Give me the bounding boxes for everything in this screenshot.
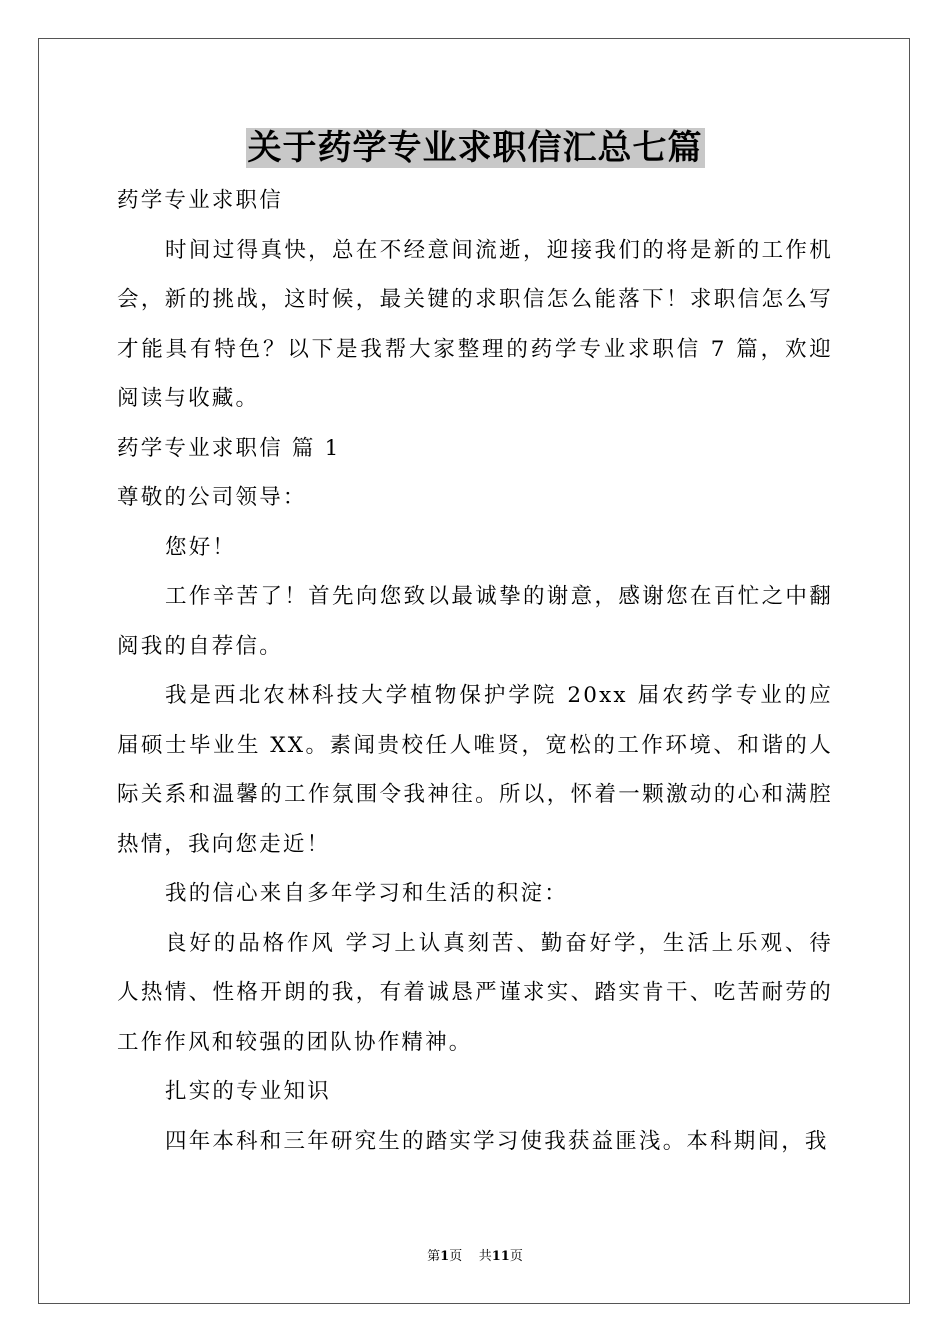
document-title [0, 124, 950, 172]
page-prefix: 第 [427, 1249, 441, 1264]
total-prefix: 共 [478, 1249, 492, 1264]
page-suffix: 页 [449, 1249, 463, 1264]
paragraph: 工作辛苦了！首先向您致以最诚挚的谢意，感谢您在百忙之中翻阅我的自荐信。 [117, 584, 833, 659]
salutation: 尊敬的公司领导： [117, 485, 307, 510]
paragraph: 我的信心来自多年学习和生活的积淀： [165, 881, 568, 906]
greeting: 您好！ [165, 534, 237, 560]
paragraph: 药学专业求职信 [117, 188, 283, 213]
paragraph: 我是西北农林科技大学植物保护学院 20xx 届农药学专业的应届硕士毕业生 XX。素闻贵校任人唯贤，宽松的工作环境、和谐的人际关系和温馨的工作氛围令我神往。所以，怀着一颗激动的心和满腔热情，我向您走近！ [117, 683, 833, 857]
paragraph: 四年本科和三年研究生的踏实学习使我获益匪浅。本科期间，我 [165, 1128, 829, 1154]
paragraph: 良好的品格作风 学习上认真刻苦、勤奋好学，生活上乐观、待人热情、性格开朗的我，有着诚恳严谨求实、踏实肯干、吃苦耐劳的工作作风和较强的团队协作精神。 [117, 930, 833, 1055]
total-pages: 11 [491, 1249, 510, 1264]
page-number: 1 [440, 1249, 450, 1264]
subheading: 扎实的专业知识 [165, 1079, 331, 1104]
total-suffix: 页 [509, 1249, 523, 1264]
page-footer [0, 1248, 950, 1266]
section-heading: 药学专业求职信 篇 1 [117, 435, 341, 461]
document-body [117, 176, 833, 1166]
paragraph: 时间过得真快，总在不经意间流逝，迎接我们的将是新的工作机会，新的挑战，这时候，最关键的求职信怎么能落下！求职信怎么写才能具有特色？以下是我帮大家整理的药学专业求职信 7 篇，欢迎阅读与收藏。 [117, 237, 833, 411]
title-text: 关于药学专业求职信汇总七篇 [247, 128, 703, 168]
